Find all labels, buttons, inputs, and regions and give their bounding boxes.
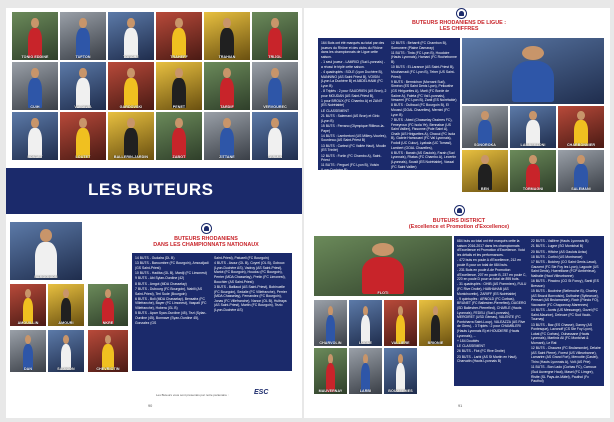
player-photo xyxy=(10,222,82,280)
page-number-left: 90 xyxy=(148,404,153,408)
player-photo xyxy=(60,62,106,110)
partner-logo: ESC xyxy=(254,389,269,396)
player-photo xyxy=(349,348,382,394)
player-caption: SONOROKA xyxy=(474,143,496,147)
scorer-line: 14 BUTS : Lambertoni (US Millery-Vourles), Sourdeau (AS Saint-Priest B) xyxy=(321,133,387,143)
scorer-line: 26 BUTS - Flot (FC Rive Droite) xyxy=(457,349,505,354)
player-caption: ZITTANE xyxy=(219,155,235,159)
player-photo xyxy=(204,62,250,110)
district-col-1 xyxy=(457,239,527,365)
scorer-line: 10 BUTS : El-Larance (AS Saint-Priest B), Mouhamadi (FC Lyon B), Teber (US Saint-Priest) xyxy=(391,65,455,79)
page-number-right: 91 xyxy=(458,404,463,408)
player-caption: ZABOT xyxy=(172,155,186,159)
player-photo xyxy=(252,12,298,60)
player-caption: TERMIN xyxy=(267,155,283,159)
player-caption: TRIJOL xyxy=(268,55,282,59)
player-caption: BAROGNION xyxy=(34,275,58,279)
player-photo xyxy=(349,300,382,346)
player-photo xyxy=(314,348,347,394)
scorer-line: 9 BUTS : Bermichon (Mornant Sud), Siméon (ES Saint Denis Lyon), Pellowthe (GS Hiriguettes A), Marti (FC Borde de Saône A), Faleta (FC Val Lyonnais), Vessemi (FC Lyon B), Zanit (ES Noirétable) xyxy=(391,79,457,103)
player-caption: CHEVRIOTIN xyxy=(96,367,120,371)
scorer-line: 10 BUTS : Mannino (AS Saint-Priest B), Zelniti (Rillieux) xyxy=(321,173,381,182)
player-photo xyxy=(108,12,154,60)
scorer-line: 13 BUTS : Cartezi (FC Vallée Haut), Moulin (ES Trinité) xyxy=(321,143,387,153)
player-caption: VERVOUREC xyxy=(263,105,287,109)
district-col-2 xyxy=(531,239,601,384)
player-caption: SAGNION xyxy=(57,367,75,371)
scorer-line: 15 BUTS : Ferrano (Olympique Rillieux-la-Pape) xyxy=(321,123,385,133)
crest-icon xyxy=(454,205,465,216)
scorer-line: 23 BUTS - Larbi (AS St Martin en Haut), Charvatin (Hauts Lyonnais B) xyxy=(457,354,518,364)
scorer-line: 12 BUTS - Chauvez (FC Brulamonde), Delaire (AS Saint Pierre), Forest (US Villeurbanne), Lamartre (AS Grand Fort), Mercotte (Castel), Thiro (Hauts Lyonnais A), Volt (AS Prie) xyxy=(531,346,601,365)
player-photo xyxy=(156,12,202,60)
player-caption: LAMBERTONI xyxy=(520,143,546,147)
player-photo xyxy=(12,12,58,60)
player-photo xyxy=(462,106,508,148)
player-caption: BEN xyxy=(481,187,489,191)
partners-text: Les Buteurs vous sont présentés par notre partenaire : xyxy=(156,393,229,397)
player-photo xyxy=(156,112,202,160)
crest-icon xyxy=(201,223,212,234)
scorer-line: 11 BUTS - Bon Lado (Corbas FC), Carnoux (Sud Auvergne Haut), Masel (FC Limgre), Ristte (SL Pays-de-Mâtel), Pauthol (Fc Pauthol) xyxy=(531,365,597,384)
player-photo xyxy=(10,330,46,372)
player-caption: LUGNE xyxy=(358,341,373,345)
scorer-line: 13 BUTS - Baroumbre (FC Bourgoin), Amoudjadi (GS Saint-Priest) xyxy=(135,261,209,270)
ligue-section-title xyxy=(394,20,524,32)
player-caption: TRAHIAN xyxy=(218,55,236,59)
player-caption: NKRE xyxy=(102,321,114,325)
player-caption: GARDOVSKI xyxy=(119,105,143,109)
national-section-title xyxy=(126,236,286,248)
player-caption: TORCHE xyxy=(123,55,139,59)
player-photo xyxy=(462,150,508,192)
player-caption: CUIH xyxy=(30,105,40,109)
player-caption: BALLERIN-JARDIN xyxy=(113,155,149,159)
scorer-line: Saint-Priest), Patuzeli (FC Bourgoin) xyxy=(214,256,269,260)
player-photo xyxy=(252,62,298,110)
player-caption: MAUVERNAY xyxy=(318,389,343,393)
player-caption: BRIONIE xyxy=(427,341,444,345)
district-title-line1: BUTEURS DISTRICT xyxy=(432,218,486,224)
player-photo xyxy=(384,300,417,346)
scorer-line: 18 BUTS - Cortini (US Montrance) xyxy=(531,254,583,259)
scorer-line: 7 BUTS : Abed (Chasselay Ossirres FC), Feneyroux (FC Isola Ye), Bennabar (US Saint Vallier), Fissonne (Pole Saint A), Chaib (AS Hiriguettes A), Chaoui (FC Isola B), Gabrie Hamouani (FC Val Lyonnais), Fodoll (UC Culoz), Lyakala (UC Tomasl), Lambert (GOAL Chazelles), xyxy=(391,117,456,150)
right-page xyxy=(304,8,610,418)
scorer-line: - 231 Buts en poule A de Promotion d'Excellence, 207 en poule B, 237 en poule C, 220 en poule D pour un total de 895 buts. xyxy=(457,267,527,282)
scorer-line: - 8 Triplés : 2 pour SAUDRIEN (AS Bron), 2 pour MOUDAN (AS Saint-Priest B), xyxy=(321,89,387,98)
player-caption: VALLIERE xyxy=(391,341,410,345)
national-scorers-box xyxy=(132,253,292,371)
district-section-title xyxy=(404,218,514,230)
player-photo xyxy=(510,106,556,148)
ligue-scorers-box xyxy=(318,38,460,182)
player-photo xyxy=(558,150,604,192)
player-caption: VALDIVIA xyxy=(74,105,92,109)
scorer-line: - 1 seul joueur - LAMRICI (Sud Lyonnais) - a réussi le triplé cette saison. xyxy=(321,60,385,69)
player-photo xyxy=(48,284,84,326)
scorer-line: 12 BUTS : Beharrit (FC Chambon B), Somonere (Plaine Damaray) xyxy=(391,41,447,50)
district-title-line2: (Excellence et Promotion d'Excellence) xyxy=(408,224,510,231)
player-photo xyxy=(60,12,106,60)
scorer-line: 21 BUTS - Lugne (SO Montchal B) xyxy=(531,244,584,249)
player-caption: TARDIF xyxy=(220,105,234,109)
scorer-line: 10 BUTS - Hadiba (GL B), Mardji (FC Limonest) xyxy=(135,271,207,276)
scorer-line: 14 BUTS - Aonts (US Messange), Gozel (FC Saint-Maurice), Deleuze (FC Sud Vaulx-Tournay) xyxy=(531,308,599,322)
left-page xyxy=(6,8,302,418)
scorer-line: 3 BUTS - Baillaud (AS Saint-Priest), Bobinuelle (FC Bourgoin), Sedalie (FC Villefranche), Perrier (MDA Chasselay), Fernandez (FC Bourgoin), Jonas (FC Villefranche), Nanon (OL B), Hultraya (AS Saint-Priest), Martin (FC Bourgoin), Tezio (Lyon-Duchère AS) xyxy=(214,284,287,312)
player-caption: CHARBONNIER xyxy=(566,143,596,147)
ligue-title-line2: LES CHIFFRES xyxy=(439,26,479,33)
player-caption: PONALT xyxy=(27,155,43,159)
scorer-line: 13 BUTS - Baz (ES Chasse), Danny (AS Pontesque), Lavonoff (CS Ste Foy Lyon), Lubat (FC Corbas), Ouhassane (Hauts Lyonnais), Martiniz Ali (FC Montchat & Mornant), Le Rat xyxy=(531,322,593,345)
player-caption: SALEMANI xyxy=(571,187,591,191)
player-caption: TONIO EDDINE xyxy=(21,55,49,59)
district-scorers-box xyxy=(454,236,604,386)
scorer-line: 11 BUTS : Ferguel (FC Lyon B), Voisin (Lyon Duchère B) xyxy=(321,163,379,172)
player-photo xyxy=(60,112,106,160)
scorer-line: 14 BUTS - Gudaira (DL B) xyxy=(135,256,175,260)
scorer-line: 11 BUTS : Tinta (FC Lyon B), Houdoire (Hauts Lyonnais), Hamani (FC Rochebonne B) xyxy=(391,50,457,65)
player-photo xyxy=(558,106,604,148)
scorer-line: 22 BUTS - Vallière (Hauts Lyonnais B) xyxy=(531,239,589,243)
district-hero-photo xyxy=(314,236,452,296)
scorer-line: - 9 quintuplés : ARNOLD (FC Corbas), BRUNET (FC Ballestrer-Pierrefied), DAGERG (SD Ballestrer-Pierrefied), CHARLE (Hauts Lyonnais), FEDELI (Sud Lyonnais), MERGIRET (USD Gémas), VALENTE (FC Pontcharra Saint-Loup), VALEAZZA (AS Rive de Giers), - 3 Triplés : 2 pour CHAMBLERI (Hauts Lyonnais B) et HOUDIERE (Hauts Lyonnais), ... xyxy=(457,296,527,338)
player-caption: AMOURI xyxy=(58,321,74,325)
player-photo xyxy=(384,348,417,394)
player-caption: LARBI xyxy=(359,389,372,393)
scorer-line: 1 pour BROUX (FC Chambo A) et ZANIT (ES Noirétable) xyxy=(321,98,383,108)
scorer-line: 684 buts au total ont été marqués cette la saison 2016-2017 dans les championnats d'Excellence et Promotion d'Excellence. Voici les détails et les performances. xyxy=(457,239,526,257)
player-photo xyxy=(48,330,84,372)
ligue-hero-photo xyxy=(462,38,604,104)
player-caption: AMOUILLIN xyxy=(17,321,39,325)
player-photo xyxy=(12,62,58,110)
player-photo xyxy=(10,284,46,326)
scorer-line: 164 Buts ont été marqués au total par des joueurs du Rhône et des clubs du Rhône dans les championnats de Ligue cette saison. xyxy=(321,41,385,59)
scorer-line: 9 BUTS - Abi Sylan-Ourdine (42) xyxy=(135,276,185,281)
player-photo xyxy=(314,300,347,346)
player-photo xyxy=(156,62,202,110)
scorer-line: 8 BUTS : Ouibaud (FC Bourgoin B), El Moussi (GOAL Chazelles), Mernini (FC Lyon B) xyxy=(391,103,450,117)
scorer-line: + 184 Doublés xyxy=(457,338,479,343)
player-photo xyxy=(204,12,250,60)
scorer-line: LE CLASSEMENT xyxy=(457,344,486,349)
scorer-line: 20 BUTS - Hifiche (AS Gaulois Aviso) xyxy=(531,249,588,254)
national-col-2 xyxy=(214,256,289,313)
scorer-line: 17 BUTS - Boichey (CO Saint Genis-Laval), Gauvent (FC Ste Foy les Lyon), Lagoute (US Saint Denis), Huerelliane (FCP Ambérieux), Nathalie (Haut Villeurbanne) xyxy=(531,260,599,278)
ligue-title-line1: BUTEURS RHODANIENS DE LIGUE : xyxy=(411,20,507,26)
player-photo xyxy=(204,112,250,160)
player-caption: FLOTI xyxy=(377,291,389,295)
national-title-line2: DANS LES CHAMPIONNATS NATIONAUX xyxy=(153,242,259,249)
scorer-line: 6 BUTS : Banab (AS Gaulois), Farah (Sud Lyonnais), Fitatas (FC Chambo A), Lecertin (Lyonnais), Sousit (ES Noirétable), Vassal (FC Saint Vallier) xyxy=(391,150,457,169)
national-title-line1: BUTEURS RHODANIENS xyxy=(174,236,238,242)
scorer-line: LE CLASSEMENT xyxy=(321,108,350,113)
scorer-line: 21 BUTS : Salemani (AS Bron) et Girlo (Lyon B) xyxy=(321,114,380,123)
national-col-1 xyxy=(135,256,209,326)
player-photo xyxy=(419,300,452,346)
scorer-line: - 4 quadruplés : SOLE (Lyon Duchère B), MANNINO (AS Saint Priest B), VOISIN (Lyon La Duchère B) et ABDELHAMI (FC Lyon B) xyxy=(321,69,383,88)
player-caption: PENET xyxy=(172,105,186,109)
player-caption: TRAHEFF xyxy=(170,55,188,59)
ligue-col-1 xyxy=(321,41,387,183)
scorer-line: 6 BUTS - Boli (MDA Chasselay), Bensafra (FC Villefranche), Bayer (FC Limonest), Vaspati (FC Villefranche), Hobera (GL B) xyxy=(135,296,207,311)
player-caption: BOUGERMES xyxy=(388,389,413,393)
scorer-line: 7 BUTS - Dubourg (FC Bourgoin), Nabili (AS Saint-Priest), Teri Sude (Bourgoin) xyxy=(135,287,203,296)
scorer-line: - 31 quadruplés : OHIB (AS Pommiers), FULU (FC Rive Droite), HABHAHAB (AS Montchovetin), ZARIFF (ES Noirétable) xyxy=(457,282,527,296)
scorer-line: 12 BUTS : Fortin (FC Chambo A), Saint-Priest xyxy=(321,153,382,163)
player-caption: TUFTON xyxy=(75,55,91,59)
player-photo xyxy=(510,150,556,192)
player-caption: CHARVOLIN xyxy=(319,341,342,345)
scorer-line: 15 BUTS - Boubrine (Belleroche B), Charley (AS Bruzol Bonvoisin), Duthaine (Sylteanue), Pensari (AS Brulamonde), Roch (Pôndo FO), Vacosane (FC Chaponnay-Marennes) xyxy=(531,289,599,307)
crest-icon xyxy=(456,8,467,19)
player-photo xyxy=(88,330,128,372)
page-title: LES BUTEURS xyxy=(88,180,214,199)
player-caption: LOUTET xyxy=(75,155,91,159)
player-photo xyxy=(108,112,154,160)
scorer-line: 8 BUTS - Amgot (MDA Chasselay) xyxy=(135,281,187,286)
scorer-line: 16 BUTS - Piracino (CO St Foncy), Santi (ES Bresson) xyxy=(531,279,599,288)
player-photo xyxy=(88,284,128,326)
scorer-line: 5 BUTS - Aparr Syan-Ourdine (45), Tezi (Sylan-Ourdine (45), Bonnave (Syan-Ourdine 45), Gonzalez (GS xyxy=(135,311,207,325)
player-photo xyxy=(252,112,298,160)
player-caption: DAN xyxy=(23,367,33,371)
scorer-line: - 472 buts en poule A d'Excellence, 212 en poule B pour un total de 684 buts. xyxy=(457,258,521,267)
player-photo xyxy=(108,62,154,110)
scorer-line: 4 BUTS - Asour (OL B), Coyrel (OL B), Goboux (Lyon-Duchère AS), Vadroy (AS Saint-Priest), Mariot (FC Bourgoin), Houdou (FC Bourgoin), Perrier (MDA Chasselay), Pretin (FC Limonest), Bouchier (AS Saint-Priest) xyxy=(214,261,286,284)
player-caption: TORMAGNI xyxy=(522,187,544,191)
ligue-col-2 xyxy=(391,41,457,170)
player-photo xyxy=(12,112,58,160)
